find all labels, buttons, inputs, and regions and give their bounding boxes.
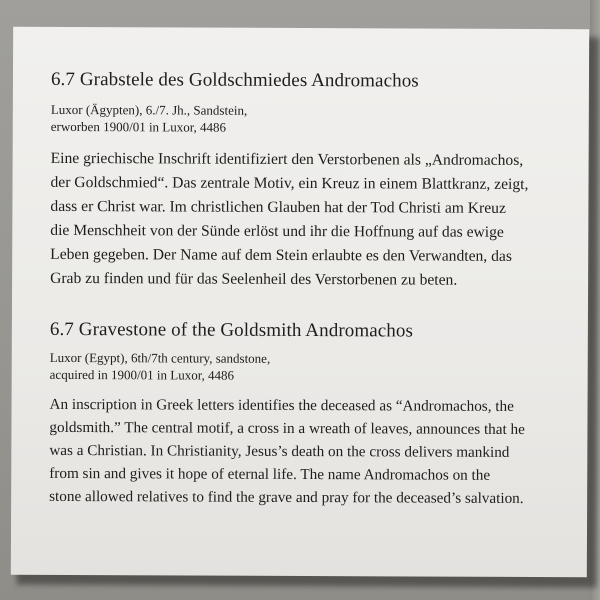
english-body-line: goldsmith.” The central motif, a cross in a wreath of leaves, announces that he bbox=[49, 418, 525, 438]
english-body-line: was a Christian. In Christianity, Jesus’s death on the cross delivers mankind bbox=[49, 441, 510, 461]
english-object-info bbox=[50, 349, 554, 385]
english-body-line: from sin and gives it hope of eternal life. The name Andromachos on the bbox=[49, 464, 491, 484]
german-body-line: Eine griechische Inschrift identifiziert den Verstorbenen als „Andromachos, bbox=[50, 149, 524, 169]
museum-label-card bbox=[11, 27, 589, 578]
german-title: 6.7 Grabstele des Goldschmiedes Andromachos bbox=[50, 68, 419, 92]
german-body-line: der Goldschmied“. Das zentrale Motiv, ein Kreuz in einem Blattkranz, zeigt, bbox=[50, 173, 529, 193]
german-description bbox=[50, 147, 555, 293]
english-meta-line: acquired in 1900/01 in Luxor, 4486 bbox=[49, 366, 235, 383]
german-body-line: Leben gegeben. Der Name auf dem Stein erlaubte es den Verwandten, das bbox=[50, 245, 512, 265]
german-section bbox=[50, 67, 555, 293]
german-meta-line: erworben 1900/01 in Luxor, 4486 bbox=[50, 118, 227, 135]
german-body-line: die Menschheit von der Sünde erlöst und ihr die Hoffnung auf das ewige bbox=[50, 221, 504, 241]
english-title: 6.7 Gravestone of the Goldsmith Andromachos bbox=[49, 318, 414, 342]
english-section bbox=[49, 317, 554, 510]
english-body-line: stone allowed relatives to find the grave and pray for the deceased’s salvation. bbox=[49, 487, 524, 507]
english-description bbox=[49, 393, 553, 510]
english-meta-line: Luxor (Egypt), 6th/7th century, sandstone, bbox=[49, 349, 271, 366]
german-meta-line: Luxor (Ägypten), 6./7. Jh., Sandstein, bbox=[50, 101, 248, 118]
german-body-line: Grab zu finden und für das Seelenheil des Verstorbenen zu beten. bbox=[50, 269, 458, 289]
german-body-line: dass er Christ war. Im christlichen Glauben hat der Tod Christi am Kreuz bbox=[50, 197, 506, 217]
english-body-line: An inscription in Greek letters identifies the deceased as “Andromachos, the bbox=[49, 395, 514, 415]
german-object-info bbox=[51, 101, 555, 137]
